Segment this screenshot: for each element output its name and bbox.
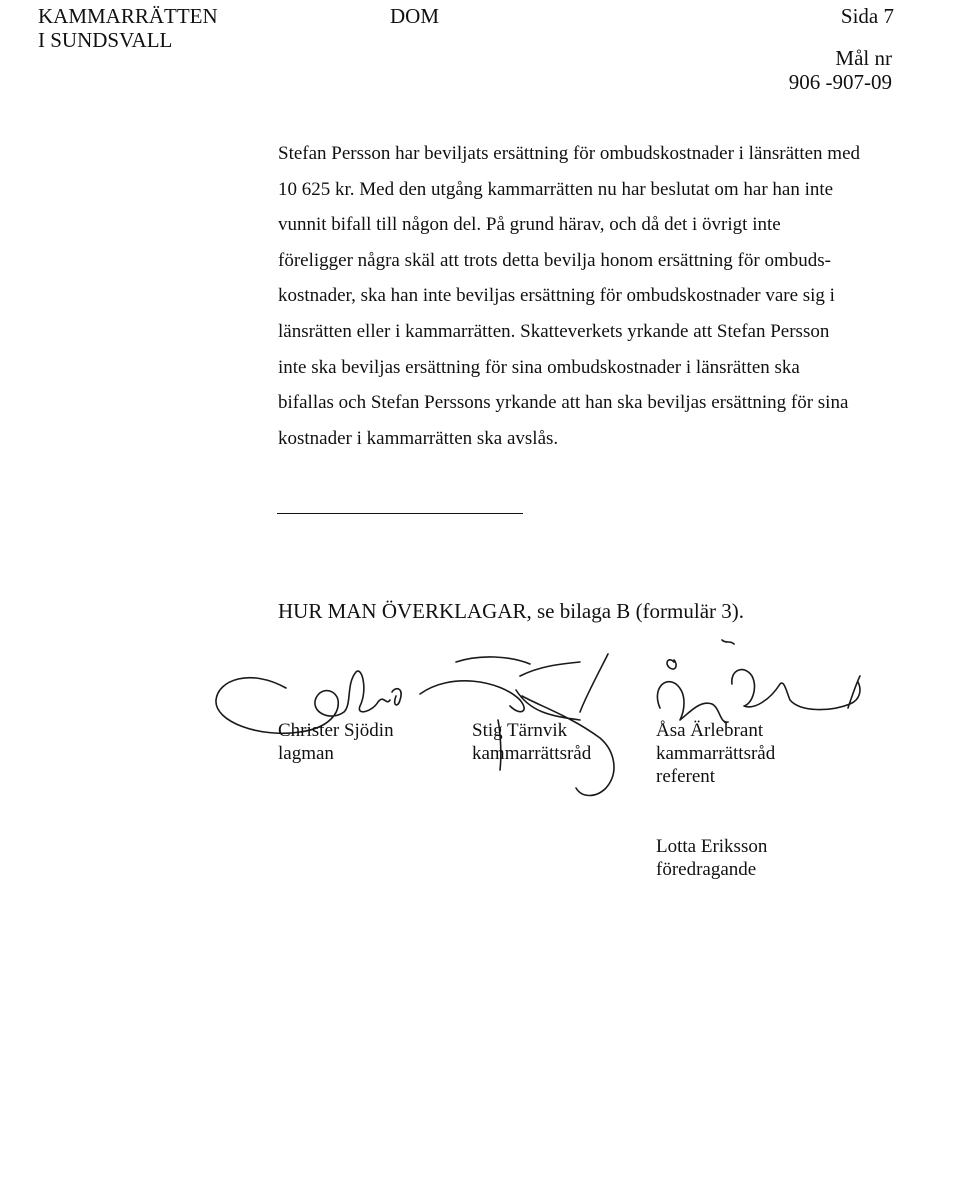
case-number: 906 -907-09 — [788, 70, 892, 94]
paragraph-line: föreligger några skäl att trots detta bevilja honom ersättning för ombuds- — [278, 249, 831, 271]
document-type: DOM — [390, 4, 440, 28]
court-name-line1: KAMMARRÄTTEN — [38, 4, 218, 28]
signature-arlebrant — [657, 640, 860, 722]
case-number-label: Mål nr — [835, 46, 892, 70]
body-paragraph — [278, 136, 908, 456]
signatory-name: Lotta Eriksson — [656, 836, 768, 857]
paragraph-line: 10 625 kr. Med den utgång kammarrätten nu har beslutat om har han inte — [278, 178, 834, 200]
signatory-name: Christer Sjödin — [278, 720, 394, 741]
paragraph-line: vunnit bifall till någon del. På grund härav, och då det i övrigt inte — [278, 214, 781, 236]
paragraph-line: bifallas och Stefan Perssons yrkande att han ska beviljas ersättning för sina — [278, 392, 849, 414]
signatory-role: referent — [656, 766, 716, 787]
paragraph-line: kostnader i kammarrätten ska avslås. — [278, 427, 559, 449]
signatory-name: Åsa Ärlebrant — [656, 720, 764, 741]
paragraph-line: länsrätten eller i kammarrätten. Skatteverkets yrkande att Stefan Persson — [278, 320, 830, 342]
court-name-line2: I SUNDSVALL — [38, 28, 173, 52]
signatory-title: föredragande — [656, 859, 757, 880]
page-number: Sida 7 — [840, 4, 894, 28]
signatory-title: lagman — [278, 743, 334, 764]
section-divider — [277, 513, 523, 514]
paragraph-line: Stefan Persson har beviljats ersättning för ombudskostnader i länsrätten med — [278, 143, 861, 164]
paragraph-line: kostnader, ska han inte beviljas ersättning för ombudskostnader vare sig i — [278, 285, 835, 307]
paragraph-line: inte ska beviljas ersättning för sina ombudskostnader i länsrätten ska — [278, 356, 800, 378]
signatory-name: Stig Tärnvik — [472, 720, 568, 741]
appeal-instructions: HUR MAN ÖVERKLAGAR, se bilaga B (formulär 3). — [278, 599, 745, 623]
signatory-title: kammarrättsråd — [472, 743, 592, 764]
signatory-title: kammarrättsråd — [656, 743, 776, 764]
